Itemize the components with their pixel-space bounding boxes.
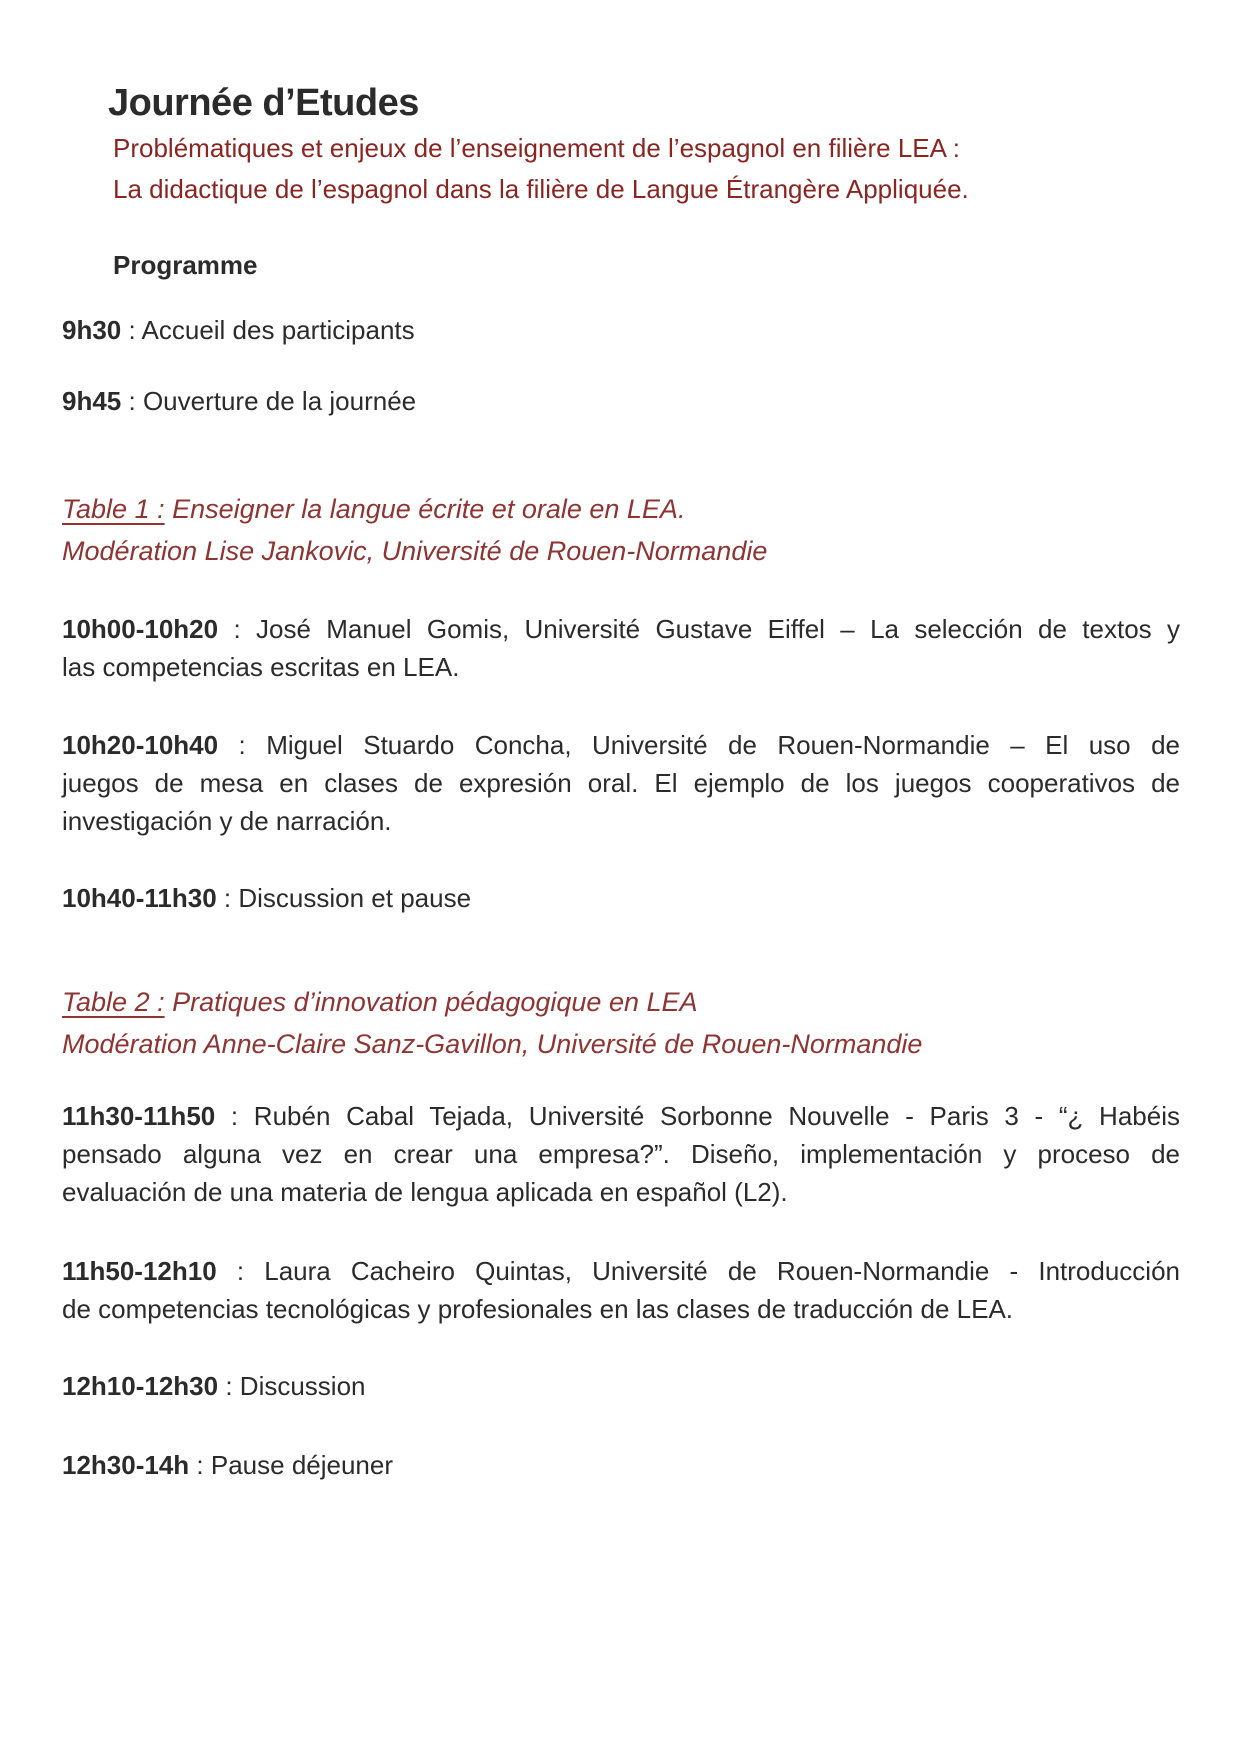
subtitle-line: La didactique de l’espagnol dans la filière de Langue Étrangère Appliquée. — [113, 174, 969, 204]
schedule-entry-10h40-11h30 — [62, 879, 1180, 917]
document-subtitle — [113, 128, 1241, 210]
table-title-line — [62, 981, 1180, 1023]
talk-11h50-12h10 — [62, 1252, 1180, 1328]
entry-time: 10h00-10h20 — [62, 614, 219, 644]
schedule-entry-12h10-12h30 — [62, 1367, 1180, 1405]
table-title-line — [62, 488, 1180, 530]
document-title: Journée d’Etudes — [108, 82, 419, 124]
schedule-entry-9h45 — [62, 382, 1180, 420]
table-2-heading — [62, 981, 1180, 1065]
entry-time: 10h40-11h30 — [62, 883, 217, 913]
entry-time: 12h30-14h — [62, 1450, 190, 1480]
talk-line: investigación y de narración. — [62, 806, 392, 836]
entry-text: : Accueil des participants — [128, 315, 415, 345]
talk-line: juegos de mesa en clases de expresión oral. El ejemplo de los juegos cooperativos de — [62, 768, 1180, 798]
table-label: Table 1 : — [62, 494, 165, 524]
talk-line: de competencias tecnológicas y profesionales en las clases de traducción de LEA. — [62, 1294, 1014, 1324]
table-moderation: Modération Lise Jankovic, Université de Rouen-Normandie — [62, 536, 768, 566]
entry-time: 11h30-11h50 — [62, 1101, 216, 1131]
talk-line: las competencias escritas en LEA. — [62, 652, 460, 682]
entry-time: 12h10-12h30 — [62, 1371, 219, 1401]
entry-text: : Pause déjeuner — [196, 1450, 394, 1480]
talk-text: : Miguel Stuardo Concha, Université de Rouen-Normandie – El uso de — [238, 730, 1180, 760]
subtitle-line: Problématiques et enjeux de l’enseignement de l’espagnol en filière LEA : — [113, 133, 960, 163]
entry-time: 9h45 — [62, 386, 122, 416]
talk-line — [62, 610, 1180, 648]
entry-time: 11h50-12h10 — [62, 1256, 217, 1286]
talk-line: evaluación de una materia de lengua aplicada en español (L2). — [62, 1177, 788, 1207]
talk-line: pensado alguna vez en crear una empresa?”. Diseño, implementación y proceso de — [62, 1139, 1180, 1169]
talk-text: : Rubén Cabal Tejada, Université Sorbonne Nouvelle - Paris 3 - “¿ Habéis — [230, 1101, 1180, 1131]
talk-10h00-10h20 — [62, 610, 1180, 686]
program-body — [62, 311, 1180, 1484]
table-topic: Enseigner la langue écrite et orale en LEA. — [172, 494, 686, 524]
table-moderation: Modération Anne-Claire Sanz-Gavillon, Université de Rouen-Normandie — [62, 1029, 923, 1059]
table-label: Table 2 : — [62, 987, 165, 1017]
entry-text: : Ouverture de la journée — [128, 386, 417, 416]
entry-text: : Discussion et pause — [223, 883, 472, 913]
entry-time: 9h30 — [62, 315, 122, 345]
talk-11h30-11h50 — [62, 1097, 1180, 1211]
entry-text: : Discussion — [225, 1371, 366, 1401]
talk-text: : Laura Cacheiro Quintas, Université de Rouen-Normandie - Introducción — [236, 1256, 1180, 1286]
section-heading-programme: Programme — [113, 250, 258, 280]
talk-line — [62, 726, 1180, 764]
talk-text: : José Manuel Gomis, Université Gustave Eiffel – La selección de textos y — [233, 614, 1180, 644]
table-1-heading — [62, 488, 1180, 572]
talk-10h20-10h40 — [62, 726, 1180, 840]
table-topic: Pratiques d’innovation pédagogique en LEA — [172, 987, 698, 1017]
talk-line — [62, 1252, 1180, 1290]
talk-line — [62, 1097, 1180, 1135]
schedule-entry-12h30-14h — [62, 1446, 1180, 1484]
schedule-entry-9h30 — [62, 311, 1180, 349]
entry-time: 10h20-10h40 — [62, 730, 219, 760]
